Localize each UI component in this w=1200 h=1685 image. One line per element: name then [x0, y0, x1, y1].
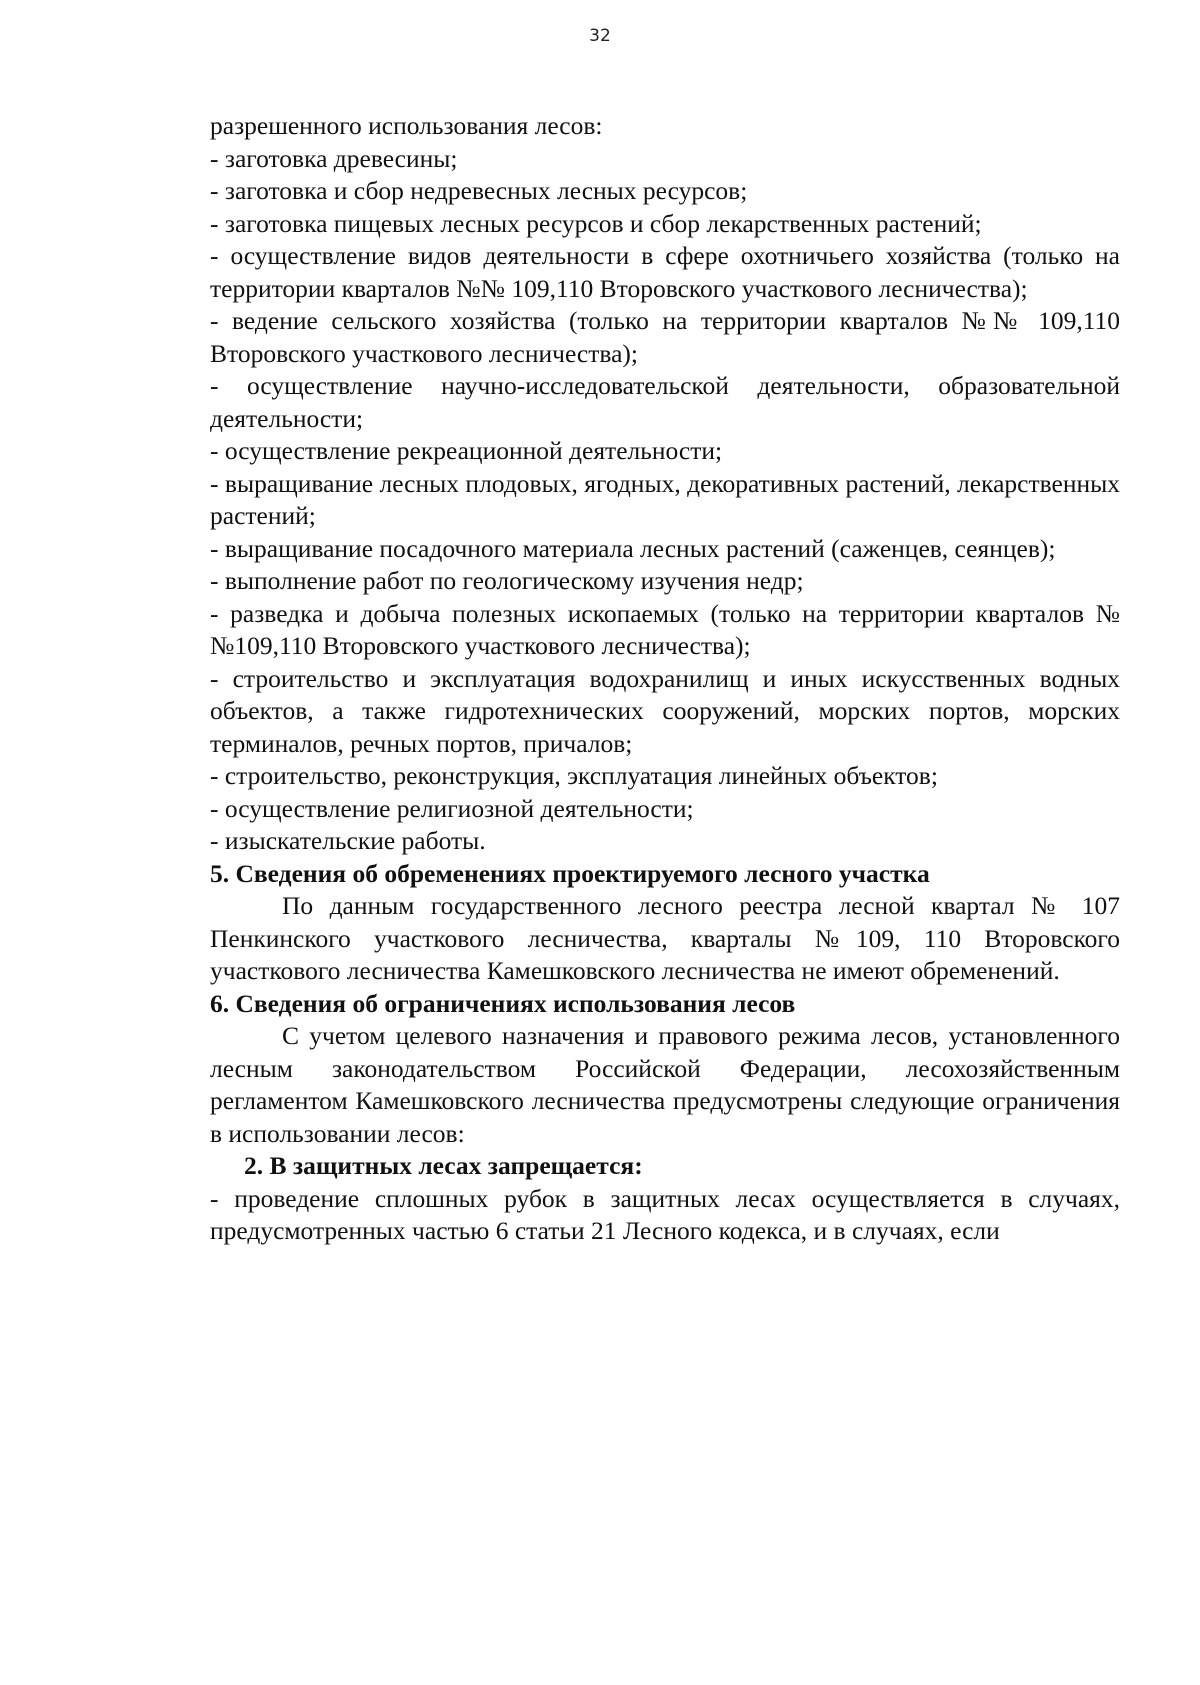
page-number: 32: [589, 26, 611, 46]
intro-line: разрешенного использования лесов:: [210, 111, 603, 140]
document-body: [210, 110, 1120, 1248]
list-item: - осуществление религиозной деятельности;: [210, 793, 694, 823]
section-5-heading: 5. Сведения об обременениях проектируемого лесного участка: [210, 858, 930, 888]
list-item: - строительство и эксплуатация водохранилищ и иных искусственных водных объектов, а также гидротехнических сооружений, морских портов, морских терминалов, речных портов, причалов;: [210, 663, 1120, 758]
list-item: - выращивание посадочного материала лесных растений (саженцев, сеянцев);: [210, 533, 1056, 563]
list-item: - ведение сельского хозяйства (только на территории кварталов №№ 109,110 Второвского участкового лесничества);: [210, 306, 1120, 368]
section-6-paragraph: С учетом целевого назначения и правового режима лесов, установленного лесным законодательством Российской Федерации, лесохозяйственным регламентом Камешковского лесничества предусмотрены следующие ограничения в использовании лесов:: [210, 1021, 1120, 1148]
list-item: - осуществление научно-исследовательской деятельности, образовательной деятельности;: [210, 371, 1120, 433]
list-item: - осуществление рекреационной деятельности;: [210, 436, 723, 465]
section-6-heading: 6. Сведения об ограничениях использования лесов: [210, 988, 796, 1018]
list-item: - заготовка древесины;: [210, 143, 458, 173]
list-item: - выращивание лесных плодовых, ягодных, декоративных растений, лекарственных растений;: [210, 468, 1120, 530]
list-item: - осуществление видов деятельности в сфере охотничьего хозяйства (только на территории кварталов №№ 109,110 Второвского участкового лесничества);: [210, 241, 1120, 303]
list-item: - строительство, реконструкция, эксплуатация линейных объектов;: [210, 761, 938, 790]
allowed-uses-list: [210, 143, 1120, 858]
list-item: - заготовка пищевых лесных ресурсов и сбор лекарственных растений;: [210, 208, 982, 238]
section-5-paragraph: По данным государственного лесного реестра лесной квартал № 107 Пенкинского участкового лесничества, кварталы №109, 110 Второвского участкового лесничества Камешковского лесничества не имеют обременений.: [210, 891, 1120, 985]
subsection-2-paragraph: - проведение сплошных рубок в защитных лесах осуществляется в случаях, предусмотренных частью 6 статьи 21 Лесного кодекса, и в случаях, если: [210, 1183, 1120, 1245]
list-item: - выполнение работ по геологическому изучения недр;: [210, 566, 804, 595]
list-item: - изыскательские работы.: [210, 826, 486, 855]
list-item: - разведка и добыча полезных ископаемых (только на территории кварталов №№109,110 Второвского участкового лесничества);: [210, 598, 1120, 660]
list-item: - заготовка и сбор недревесных лесных ресурсов;: [210, 176, 748, 205]
subsection-2-heading: 2. В защитных лесах запрещается:: [244, 1151, 643, 1180]
